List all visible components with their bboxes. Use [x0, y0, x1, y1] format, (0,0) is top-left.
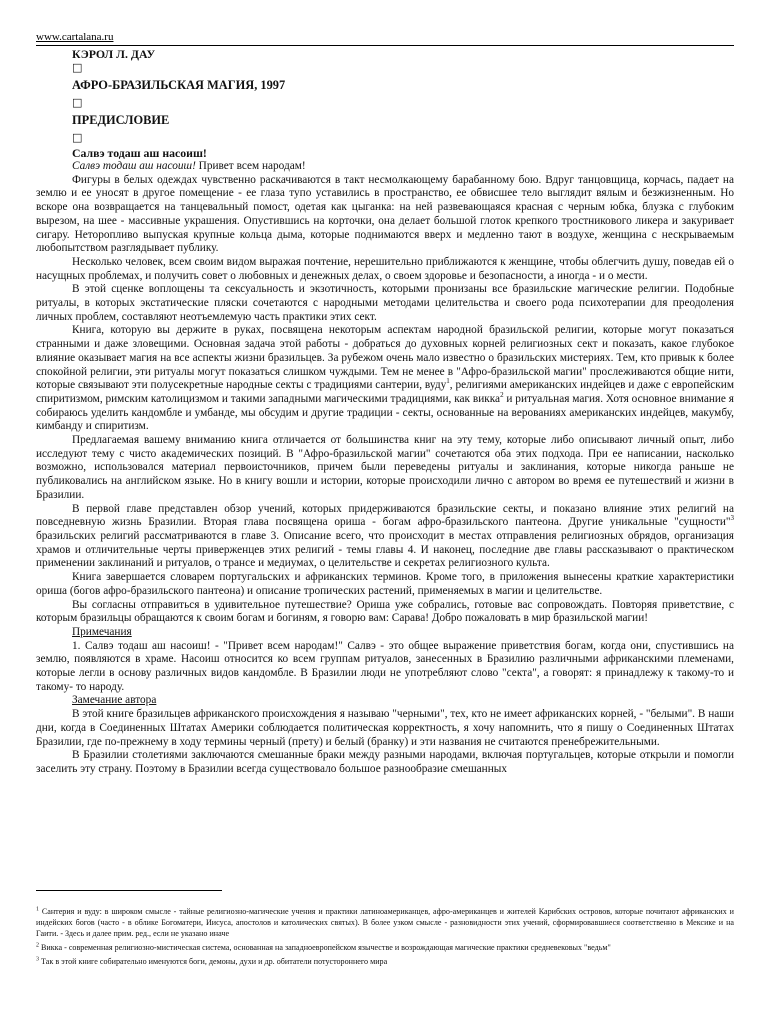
author-note-paragraph-2: В Бразилии столетиями заключаются смешанные браки между разными народами, включая португальцев, которые открыли и помогли заселить эту страну. Поэтому в Бразилии всегда существовало большое разнообразие смешанных — [36, 749, 734, 775]
paragraph-5: Предлагаемая вашему вниманию книга отличается от большинства книг на эту тему, которые либо описывают личный опыт, либо исследуют тему с чисто академических позиций. В "Афро-бразильской магии" сочетаются оба этих подхода. При ее написании, насколько возможно, использовался материал первоисточников, причем были переведены ритуалы и заклинания, которые никогда раньше не публиковались на английском языке. Но в книгу вошли и истории, которые происходили лично с автором во время ее путешествий и жизни в Бразилии. — [36, 434, 734, 501]
footnote-1 — [36, 906, 734, 939]
paragraph-7: Книга завершается словарем португальских и африканских терминов. Кроме того, в приложения вынесены краткие характеристики ориша (богов афро-бразильского пантеона) и описание тропических растений, применяемых в магии и целительстве. — [36, 571, 734, 597]
notes-heading[interactable]: Примечания — [72, 625, 132, 638]
section-heading: ПРЕДИСЛОВИЕ — [72, 113, 170, 127]
footnote-number: 2 — [36, 942, 39, 949]
footnote-ref-2[interactable]: 2 — [500, 391, 504, 400]
author-note-heading[interactable]: Замечание автора — [72, 694, 157, 707]
paragraph-6-text-a: В первой главе представлен обзор учений, которых придерживаются бразильские секты, и показано влияние этих религий на повседневную жизнь Бразилии. Вторая глава посвящена ориша - богам афро-бразильского пантеона. Другие уникальные "сущности" — [36, 502, 734, 529]
placeholder-glyph-icon: □ — [72, 96, 83, 109]
author-note-paragraph-1: В этой книге бразильцев африканского происхождения я называю "черными", тех, кто не имеет африканских корней, - "белыми". В наши дни, когда в Соединенных Штатах Америки соблюдается политическая корректность, я хочу напомнить, что я пишу о Соединенных Штатах Бразилии, где по-прежнему в ходу термины черный (прету) и белый (бранку) и эти названия не считаются пренебрежительными. — [36, 708, 734, 748]
footnote-text: Викка - современная религиозно-мистическая система, основанная на западноевропейском язычестве и возрождающая магические практики средневековых "ведьм" — [39, 943, 611, 952]
header-divider — [36, 45, 734, 46]
footnote-text: Сантерия и вуду: в широком смысле - тайные религиозно-магические учения и практики латиноамериканцев, афро-американцев и жителей Карибских островов, которые почитают африканских и индейских богов (часто - в облике Богоматери, Иисуса, апостолов и католических святых). В более узком смысле - разновидности этих учений, сформировавшиеся соответственно в Мексике и на Гаити. - Здесь и далее прим. ред., если не указано иначе — [36, 907, 734, 938]
author-heading: КЭРОЛ Л. ДАУ — [72, 47, 156, 61]
footnote-number: 3 — [36, 956, 39, 963]
paragraph-6-text-b: бразильских религий рассматриваются в главе 3. Описание всего, что происходит в местах отправления религиозных обрядов, организация храмов и отличительные черты приверженцев этих религий - темы главы 4. И наконец, последние две главы рассказывают о практическом применении заклинаний и ритуалов, о трансе и медиумах, о целительстве и секретах религиозного культа. — [36, 529, 734, 570]
footnote-number: 1 — [36, 906, 39, 913]
source-url-link[interactable]: www.cartalana.ru — [36, 31, 114, 43]
paragraph-4-text-c: и ритуальная магия. Хотя основное внимание я собираюсь уделить кандомбле и умбанде, мы обсудим и другие традиции - секты, основанные на верованиях американских индейцев, макумбу, кимбанду и спиритизм. — [36, 392, 734, 433]
paragraph-1: Фигуры в белых одеждах чувственно раскачиваются в такт несмолкающему барабанному бою. Вдруг танцовщица, корчась, падает на землю и ее уносят в другое помещение - ее глаза тупо уставились в пространство, ее обвисшее тело выглядит вялым и безжизненным. Но вскоре она возвращается на танцевальный помост, одетая как цыганка: на ней развевающаяся красная с черным юбка, блузка с глубоким вырезом, на шее - массивные украшения. Опустившись на корточки, она делает большой глоток крепкого тростникового ликера и закуривает сигару. Неторопливо выпуская крупные кольца дыма, которые поднимаются вверх и медленно тают в воздухе, женщина с нескрываемым любопытством разглядывает публику. — [36, 173, 734, 255]
footnotes — [36, 906, 734, 970]
paragraph-6 — [36, 503, 734, 572]
greeting-bold: Салвэ тодаш аш насоиш! — [72, 146, 207, 160]
footnote-2 — [36, 942, 734, 953]
placeholder-glyph-icon: □ — [72, 131, 83, 144]
placeholder-glyph-icon: □ — [72, 61, 83, 74]
footnote-ref-3[interactable]: 3 — [730, 514, 734, 523]
paragraph-3: В этой сценке воплощены та сексуальность и экзотичность, которыми пронизаны все бразильские магические религии. Подобные ритуалы, в которых экстатические пляски сочетаются с народными методами целительства и своего рода психотерапии для преодоления личных проблем, составляют неотъемлемую часть практики этих сект. — [36, 283, 734, 323]
note-1: 1. Салвэ тодаш аш насоиш! - "Привет всем народам!" Салвэ - это общее выражение приветствия богам, когда они, спустившись на землю, появляются в храме. Насоиш относится ко всем группам ритуалов, занесенных в Бразилию различными африканскими племенами, которые легли в основу различных видов кандомбле. В Бразилии люди не употребляют слово "секта", а говорят: я принадлежу к такому-то и такому- то народу. — [36, 639, 734, 693]
footnote-ref-1[interactable]: 1 — [446, 377, 450, 386]
greeting-translation: Привет всем народам! — [195, 160, 306, 172]
footnote-divider — [36, 890, 222, 891]
footnote-3 — [36, 956, 734, 967]
paragraph-8: Вы согласны отправиться в удивительное путешествие? Ориша уже собрались, готовые вас сопровождать. Повторяя приветствие, с которым бразильцы обращаются к своим богам и богиням, я говорю вам: Сарава! Добро пожаловать в мир бразильской магии! — [36, 598, 734, 625]
paragraph-4-text-a: Книга, которую вы держите в руках, посвящена некоторым аспектам народной бразильской религии, которые могут показаться странными и даже зловещими. Основная задача этой работы - добраться до духовных корней религиозных сект и показать, какое глубокое влияние оказывает магия на все аспекты жизни бразильцев. За рубежом очень мало известно о бразильских мистериях. Тем, кто привык к более спокойной религии, эти ритуалы могут показаться слишком чуждыми. Тем не менее в "Афро-бразильской магии" прослеживаются общие нити, которые связывают эти полусекретные народные секты с традициями сантерии, вуду — [36, 324, 734, 392]
paragraph-4 — [36, 324, 734, 434]
book-title-heading: АФРО-БРАЗИЛЬСКАЯ МАГИЯ, 1997 — [72, 78, 286, 92]
paragraph-2: Несколько человек, всем своим видом выражая почтение, нерешительно приближаются к женщине, чтобы облегчить душу, поведав ей о насущных проблемах, и получить совет о любовных и денежных делах, о своем здоровье и безопасности, а иногда - и о мести. — [36, 255, 734, 282]
footnote-text: Так в этой книге собирательно именуются боги, демоны, духи и др. обитатели потустороннего мира — [39, 957, 388, 966]
greeting-line — [36, 160, 734, 174]
greeting-italic: Салвэ тодаш аш насоиш! — [72, 160, 196, 172]
paragraph-4-text-b: , религиями американских индейцев и даже с европейским спиритизмом, римским католицизмом и такими западными магическими традициями, как викка — [36, 379, 734, 405]
main-text — [36, 47, 734, 777]
